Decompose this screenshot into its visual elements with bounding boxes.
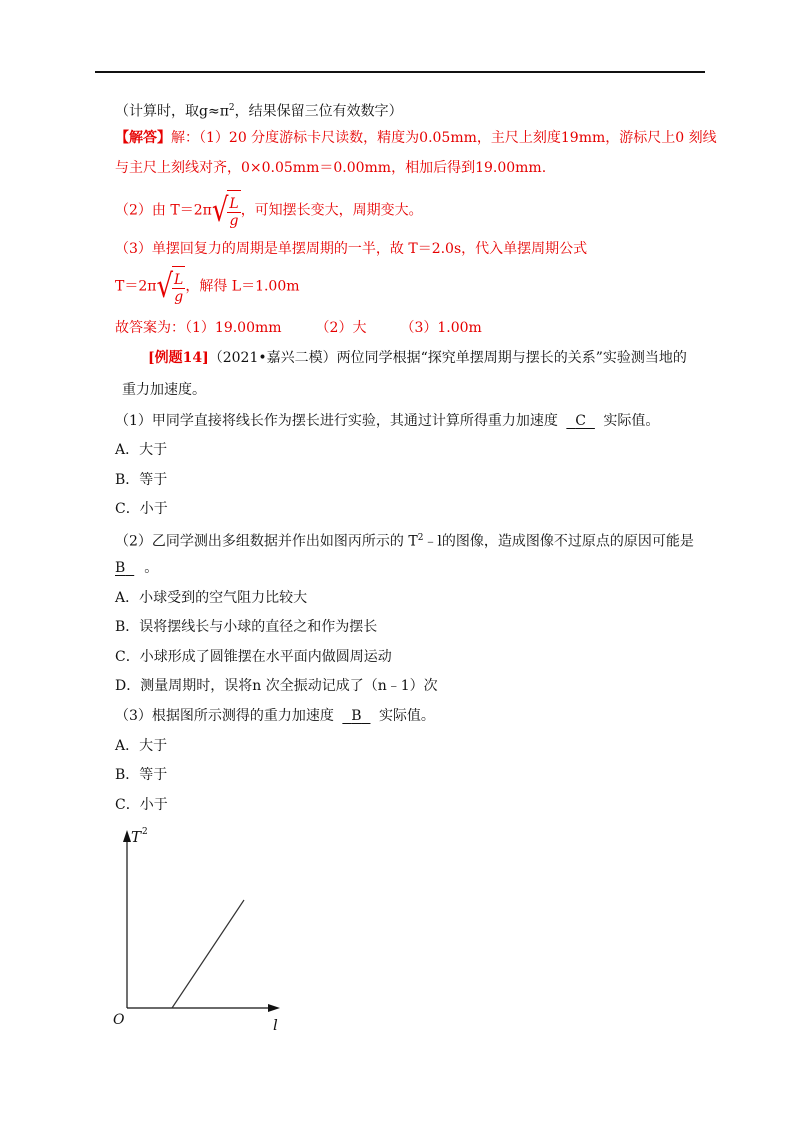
q2-option-c: C．小球形成了圆锥摆在水平面内做圆周运动 xyxy=(115,649,392,665)
question-1: （1）甲同学直接将线长作为摆长进行实验，其通过计算所得重力加速度 C 实际值。 xyxy=(115,413,660,429)
calc-note: （计算时，取$g\approx\pi^2$，结果保留三位有效数字） xyxy=(115,103,403,120)
example-header-2: 重力加速度。 xyxy=(122,382,206,398)
sqrt-formula-2: √ $\frac{L}{g}$ xyxy=(156,267,184,306)
q2-option-b: B．误将摆线长与小球的直径之和作为摆长 xyxy=(115,619,378,635)
q1-option-b: B．等于 xyxy=(115,472,168,488)
x-axis-label: l xyxy=(273,1016,278,1032)
t2-l-graph xyxy=(110,822,290,1032)
answer-line-3: （3）单摆回复力的周期是单摆周期的一半，故 T＝2.0s，代入单摆周期公式 xyxy=(115,241,588,257)
final-answer: 故答案为：（1）19.00mm （2）大 （3）1.00m xyxy=(115,320,482,336)
answer-line-1b: 与主尺上刻线对齐，0×0.05mm＝0.00mm，相加后得到19.00mm. xyxy=(115,160,547,176)
q2-answer-blank: B xyxy=(115,560,126,576)
origin-label: O xyxy=(113,1012,125,1028)
answer-line-3b: T＝2π √ $\frac{L}{g}$ ，解得 L＝1.00m xyxy=(115,267,300,306)
q1-answer-blank: C xyxy=(575,413,586,429)
q3-option-c: C．小于 xyxy=(115,797,168,813)
q3-option-a: A．大于 xyxy=(115,738,168,754)
graph-line xyxy=(172,900,244,1008)
question-2: （2）乙同学测出多组数据并作出如图丙所示的 $T^2﹣l$的图像，造成图像不过原点的原因可能是 xyxy=(115,533,694,550)
header-rule xyxy=(95,71,705,73)
q3-option-b: B．等于 xyxy=(115,767,168,783)
q2-option-a: A．小球受到的空气阻力比较大 xyxy=(115,590,308,606)
x-axis-arrow xyxy=(268,1004,280,1012)
example-tag: [例题14] xyxy=(148,350,209,366)
sqrt-formula: √ $\frac{L}{g}$ xyxy=(211,191,239,230)
q3-answer-blank: B xyxy=(351,708,362,724)
y-axis-label-sup: 2 xyxy=(142,827,148,837)
answer-line-1: 【解答】解：（1）20 分度游标卡尺读数，精度为0.05mm，主尺上刻度19mm，游标尺上0 刻线 xyxy=(115,130,717,146)
q1-option-a: A．大于 xyxy=(115,442,168,458)
q1-option-c: C．小于 xyxy=(115,501,168,517)
q2-option-d: D．测量周期时，误将n 次全振动记成了（n﹣1）次 xyxy=(115,678,438,694)
example-header: [例题14]（2021•嘉兴二模）两位同学根据“探究单摆周期与摆长的关系”实验测当地的 xyxy=(148,350,687,366)
answer-line-2: （2）由 T＝2π √ $\frac{L}{g}$ ，可知摆长变大，周期变大。 xyxy=(115,191,423,230)
question-3: （3）根据图所示测得的重力加速度 B 实际值。 xyxy=(115,708,435,724)
y-axis-label: T xyxy=(131,828,142,846)
y-axis-arrow xyxy=(123,830,131,842)
q2-answer: B 。 xyxy=(115,560,159,576)
answer-tag: 【解答】 xyxy=(115,130,171,146)
